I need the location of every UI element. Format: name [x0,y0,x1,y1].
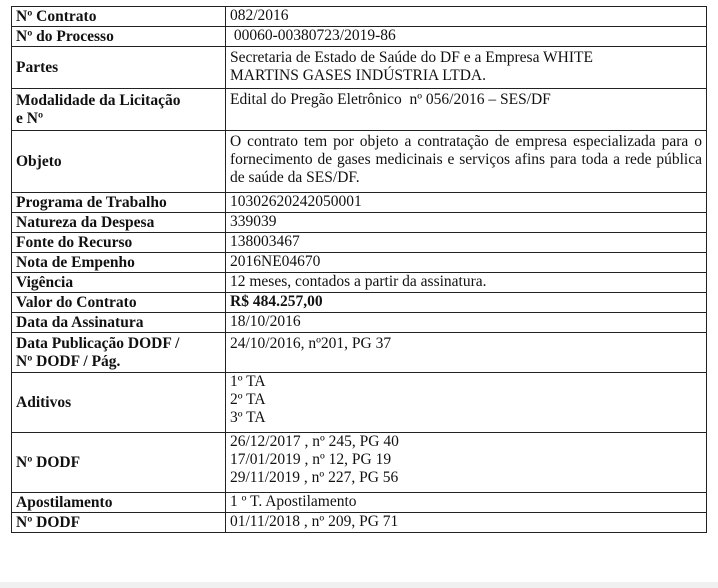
value-contrato: 082/2016 [226,7,707,27]
row-programa [12,193,707,213]
dodf-aditivo-item: 26/12/2017 , nº 245, PG 40 [230,433,399,450]
label-fonte: Fonte do Recurso [12,233,226,253]
value-vigencia: 12 meses, contados a partir da assinatura. [226,273,707,293]
label-processo: Nº do Processo [12,27,226,47]
value-dodf-aditivos [226,433,707,493]
row-partes [12,47,707,89]
value-objeto: O contrato tem por objeto a contratação de empresa especializada para o fornecimento de gases medicinais e serviços afins para toda a rede pública de saúde da SES/DF. [226,131,707,193]
label-programa: Programa de Trabalho [12,193,226,213]
label-contrato: Nº Contrato [12,7,226,27]
row-natureza [12,213,707,233]
label-aditivos: Aditivos [12,373,226,433]
value-modalidade: Edital do Pregão Eletrônico nº 056/2016 – SES/DF [226,89,707,131]
label-partes: Partes [12,47,226,89]
label-dodf-apostilamento: Nº DODF [12,513,226,533]
label-empenho: Nota de Empenho [12,253,226,273]
label-apostilamento: Apostilamento [12,493,226,513]
row-empenho [12,253,707,273]
aditivo-item: 2º TA [230,391,266,408]
row-valor [12,293,707,313]
aditivo-item: 3º TA [230,409,266,426]
value-programa: 10302620242050001 [226,193,707,213]
contract-sheet [11,6,706,533]
row-modalidade [12,89,707,131]
row-aditivos [12,373,707,433]
value-aditivos [226,373,707,433]
value-processo: 00060-00380723/2019-86 [226,27,707,47]
contract-table [11,6,707,533]
label-objeto: Objeto [12,131,226,193]
publicacao-label-line: Data Publicação DODF / [16,334,180,352]
label-assinatura: Data da Assinatura [12,313,226,333]
value-partes [226,47,707,89]
row-dodf-apostilamento [12,513,707,533]
partes-line: Secretaria de Estado de Saúde do DF e a Empresa WHITE [230,49,593,66]
value-apostilamento: 1 º T. Apostilamento [226,493,707,513]
partes-line: MARTINS GASES INDÚSTRIA LTDA. [230,67,486,84]
row-objeto [12,131,707,193]
value-publicacao: 24/10/2016, nº201, PG 37 [226,333,707,373]
label-dodf-aditivos: Nº DODF [12,433,226,493]
row-processo [12,27,707,47]
row-fonte [12,233,707,253]
row-contrato [12,7,707,27]
label-vigencia: Vigência [12,273,226,293]
label-valor: Valor do Contrato [12,293,226,313]
dodf-aditivo-item: 29/11/2019 , nº 227, PG 56 [230,469,399,486]
value-assinatura: 18/10/2016 [226,313,707,333]
row-apostilamento [12,493,707,513]
value-natureza: 339039 [226,213,707,233]
value-dodf-apostilamento: 01/11/2018 , nº 209, PG 71 [226,513,707,533]
publicacao-label-line: Nº DODF / Pág. [16,352,121,370]
label-natureza: Natureza da Despesa [12,213,226,233]
modalidade-label-line: e Nº [16,109,44,127]
row-publicacao [12,333,707,373]
aditivo-item: 1º TA [230,373,266,390]
value-valor: R$ 484.257,00 [226,293,707,313]
row-assinatura [12,313,707,333]
bottom-strip [0,582,718,588]
dodf-aditivo-item: 17/01/2019 , nº 12, PG 19 [230,451,392,468]
value-fonte: 138003467 [226,233,707,253]
label-publicacao [12,333,226,373]
row-vigencia [12,273,707,293]
value-empenho: 2016NE04670 [226,253,707,273]
label-modalidade [12,89,226,131]
modalidade-label-line: Modalidade da Licitação [16,91,181,109]
row-dodf-aditivos [12,433,707,493]
